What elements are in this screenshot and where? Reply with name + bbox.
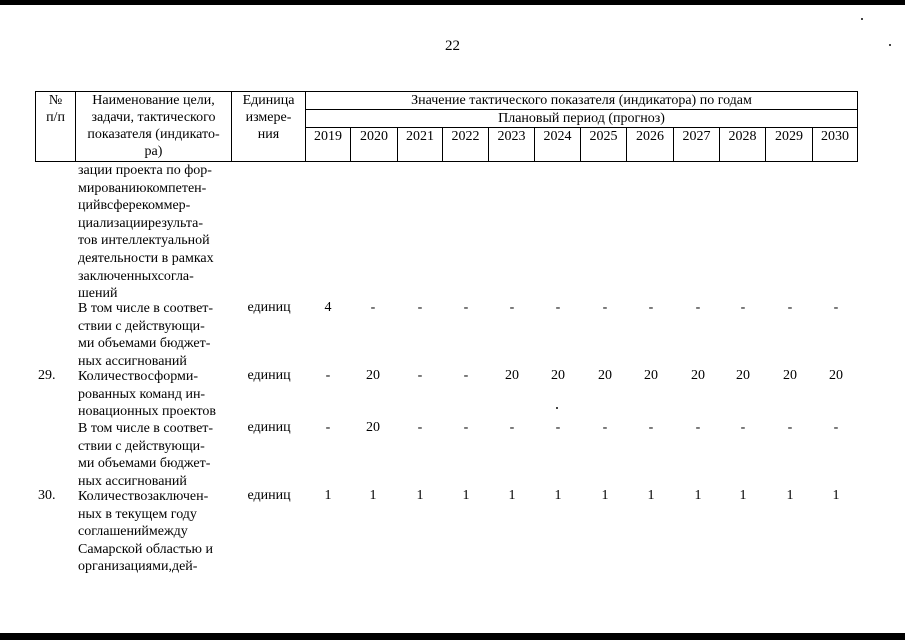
row-value-2028: 1	[739, 488, 747, 503]
header-col-unit: Единица измере- ния	[232, 92, 306, 162]
row-value-2021: -	[417, 420, 423, 435]
row-indicator-name: В том числе в соответ- ствии с действующи- ми объемами бюджет- ных ассигнований	[78, 301, 214, 369]
row-value-2026: -	[648, 420, 654, 435]
row-number: 30.	[38, 488, 56, 503]
row-value-2023: 20	[505, 368, 519, 383]
row-value-2030: -	[833, 420, 839, 435]
row-value-2025: -	[602, 420, 608, 435]
row-value-2024: 1	[554, 488, 562, 503]
header-subgroup-title: Плановый период (прогноз)	[306, 110, 858, 128]
row-value-2024: -	[555, 420, 561, 435]
row-value-2030: -	[833, 300, 839, 315]
header-year-2027: 2027	[674, 128, 720, 162]
header-year-2020: 2020	[351, 128, 398, 162]
row-value-2027: -	[695, 420, 701, 435]
row-value-2025: 1	[601, 488, 609, 503]
row-value-2029: -	[787, 300, 793, 315]
row-value-2019: -	[325, 368, 331, 383]
row-value-2022: -	[463, 368, 469, 383]
header-col-number: № п/п	[36, 92, 76, 162]
row-value-2023: -	[509, 300, 515, 315]
header-year-2021: 2021	[398, 128, 443, 162]
row-value-2022: 1	[462, 488, 470, 503]
row-value-2020: 1	[369, 488, 377, 503]
header-col-name: Наименование цели, задачи, тактического показателя (индикато- ра)	[76, 92, 232, 162]
header-group-title: Значение тактического показателя (индикатора) по годам	[306, 92, 858, 110]
row-unit: единиц	[247, 300, 291, 315]
row-value-2026: 1	[647, 488, 655, 503]
top-border	[0, 0, 905, 5]
row-indicator-name: Количествозаключен- ных в текущем году соглашениймежду Самарской областью и организациями,дей-	[78, 489, 213, 575]
row-value-2030: 1	[832, 488, 840, 503]
scan-speck	[889, 44, 891, 46]
header-year-2024: 2024	[535, 128, 581, 162]
page-number: 22	[445, 38, 460, 54]
row-continuation-name: зации проекта по фор- мированиюкомпетен- цийвсферекоммер- циализациирезульта- тов интеллектуальной деятельности в рамках заключенныхсогла- шений	[78, 163, 214, 302]
row-number: 29.	[38, 368, 56, 383]
scan-speck	[556, 407, 558, 409]
row-value-2028: -	[740, 300, 746, 315]
row-value-2023: -	[509, 420, 515, 435]
row-value-2025: 20	[598, 368, 612, 383]
row-value-2026: -	[648, 300, 654, 315]
row-value-2022: -	[463, 420, 469, 435]
row-indicator-name: Количествосформи- рованных команд ин- новационных проектов	[78, 369, 217, 420]
header-year-2026: 2026	[627, 128, 674, 162]
row-value-2024: 20	[551, 368, 565, 383]
row-unit: единиц	[247, 488, 291, 503]
row-value-2030: 20	[829, 368, 843, 383]
row-value-2026: 20	[644, 368, 658, 383]
row-value-2019: 1	[324, 488, 332, 503]
row-unit: единиц	[247, 420, 291, 435]
table-header	[35, 91, 858, 162]
row-value-2028: -	[740, 420, 746, 435]
row-value-2019: 4	[324, 300, 332, 315]
header-year-2028: 2028	[720, 128, 766, 162]
row-value-2025: -	[602, 300, 608, 315]
row-value-2024: -	[555, 300, 561, 315]
row-value-2029: 20	[783, 368, 797, 383]
row-value-2023: 1	[508, 488, 516, 503]
row-value-2021: 1	[416, 488, 424, 503]
bottom-border	[0, 633, 905, 640]
scan-speck	[861, 18, 863, 20]
row-value-2020: -	[370, 300, 376, 315]
row-value-2029: -	[787, 420, 793, 435]
row-value-2028: 20	[736, 368, 750, 383]
header-year-2029: 2029	[766, 128, 813, 162]
header-year-2023: 2023	[489, 128, 535, 162]
row-value-2020: 20	[366, 420, 380, 435]
row-value-2021: -	[417, 368, 423, 383]
row-value-2020: 20	[366, 368, 380, 383]
row-indicator-name: В том числе в соответ- ствии с действующи- ми объемами бюджет- ных ассигнований	[78, 421, 214, 489]
header-year-2025: 2025	[581, 128, 627, 162]
row-value-2027: 1	[694, 488, 702, 503]
row-unit: единиц	[247, 368, 291, 383]
row-value-2022: -	[463, 300, 469, 315]
row-value-2029: 1	[786, 488, 794, 503]
row-value-2019: -	[325, 420, 331, 435]
row-value-2027: 20	[691, 368, 705, 383]
header-year-2030: 2030	[813, 128, 858, 162]
row-value-2027: -	[695, 300, 701, 315]
header-year-2019: 2019	[306, 128, 351, 162]
header-year-2022: 2022	[443, 128, 489, 162]
row-value-2021: -	[417, 300, 423, 315]
